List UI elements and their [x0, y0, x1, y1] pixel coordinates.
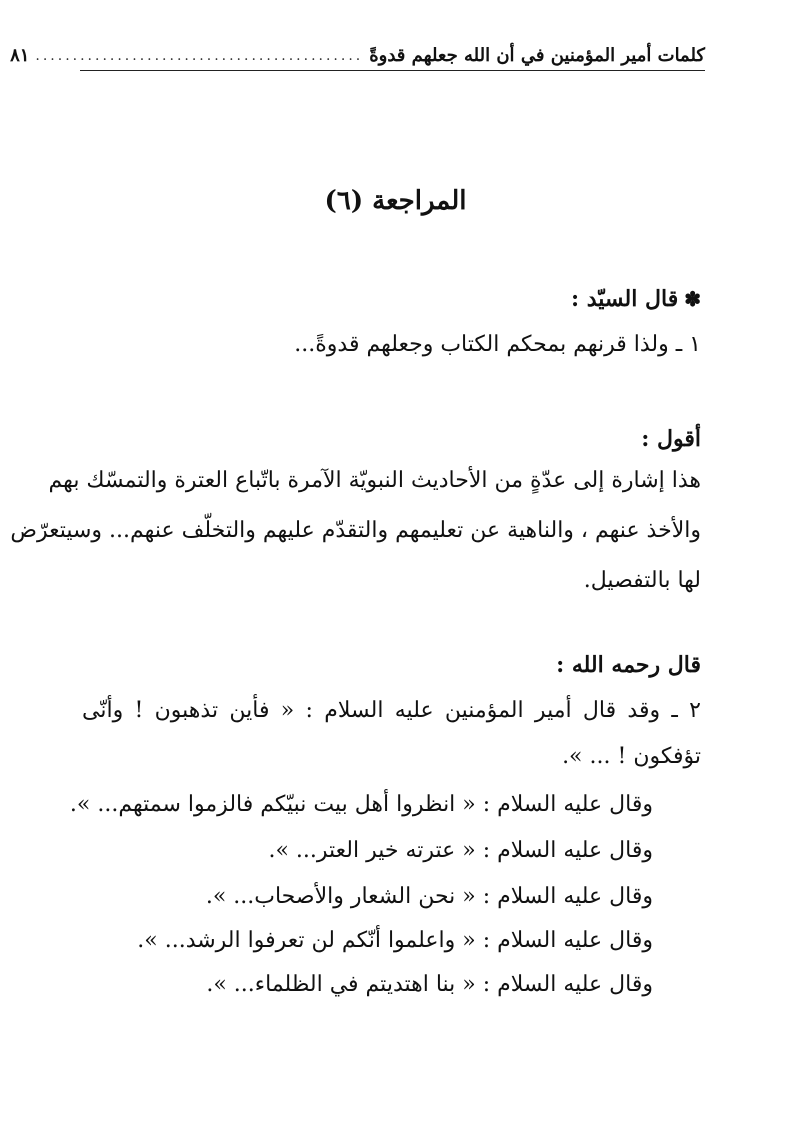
speaker-label: قال السيّد : [570, 286, 679, 312]
quote-line: وقال عليه السلام : « نحن الشعار والأصحاب... ». [205, 884, 653, 909]
header-dot-leader: ............................................ [35, 48, 364, 64]
paragraph-line: هذا إشارة إلى عدّةٍ من الأحاديث النبويّة الآمرة باتّباع العترة والتمسّك بهم [48, 468, 701, 493]
page-number: ٨١ [10, 45, 30, 66]
quote-line: وقال عليه السلام : « واعلموا أنّكم لن تعرفوا الرشد... ». [137, 928, 653, 953]
quote-line: وقال عليه السلام : « عترته خير العتر... ». [268, 838, 653, 863]
paragraph-line: ٢ ـ وقد قال أمير المؤمنين عليه السلام : « فأين تذهبون ! وأنّى [82, 698, 701, 723]
section-heading: المراجعة (٦) [324, 186, 467, 216]
speaker-label-3: قال رحمه الله : [556, 652, 701, 678]
running-header [10, 36, 705, 71]
quote-line: وقال عليه السلام : « بنا اهتديتم في الظلماء... ». [206, 972, 653, 997]
paragraph-line: لها بالتفصيل. [583, 568, 701, 593]
speaker-line-1 [571, 286, 701, 312]
paragraph-line: والأخذ عنهم ، والناهية عن تعليمهم والتقدّم عليهم والتخلّف عنهم... وسيتعرّض [10, 518, 701, 543]
text-line: ١ ـ ولذا قرنهم بمحكم الكتاب وجعلهم قدوةً... [294, 332, 701, 357]
paragraph-line: تؤفكون ! ... ». [562, 744, 701, 769]
asterism-icon: ✽ [684, 287, 701, 311]
speaker-label-2: أقول : [641, 426, 701, 452]
header-title: كلمات أمير المؤمنين في أن الله جعلهم قدوةً [369, 45, 705, 66]
quote-line: وقال عليه السلام : « انظروا أهل بيت نبيّكم فالزموا سمتهم... ». [69, 792, 653, 817]
